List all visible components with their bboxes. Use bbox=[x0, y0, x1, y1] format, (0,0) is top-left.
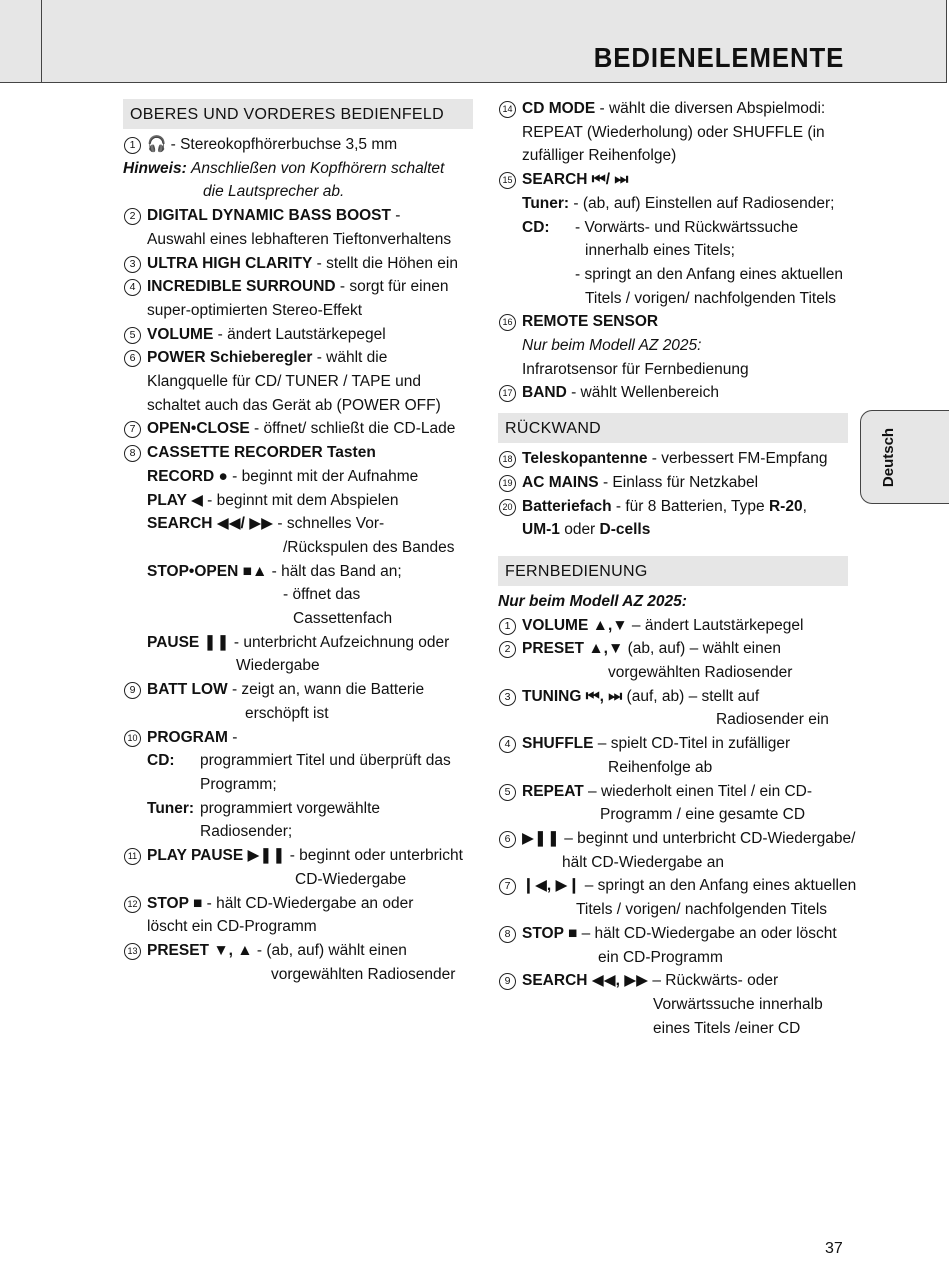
item-text: - Einlass für Netzkabel bbox=[598, 473, 759, 491]
item-text: – beginnt und unterbricht CD-Wiedergabe/ bbox=[559, 829, 856, 847]
list-item bbox=[498, 168, 848, 310]
item-text: - beginnt oder unterbricht bbox=[285, 847, 463, 865]
left-column bbox=[123, 99, 473, 986]
item-text: Programm / eine gesamte CD bbox=[600, 806, 806, 824]
item-title: DIGITAL DYNAMIC BASS BOOST bbox=[147, 207, 391, 225]
item-number: 9 bbox=[499, 973, 516, 990]
hint-text: Anschließen von Kopfhörern schaltet bbox=[191, 159, 445, 177]
item-number: 2 bbox=[499, 641, 516, 658]
list-item bbox=[123, 275, 473, 322]
item-title: PRESET ▼, ▲ bbox=[147, 941, 253, 959]
page-number: 37 bbox=[825, 1240, 843, 1257]
list-item bbox=[498, 780, 848, 827]
item-title: TUNING ⏮, ⏭ bbox=[522, 687, 623, 705]
sub-title: PAUSE ❚❚ bbox=[147, 633, 230, 651]
item-text: - wählt die diversen Abspielmodi: bbox=[595, 100, 826, 117]
item-number: 4 bbox=[499, 736, 516, 753]
item-number: 15 bbox=[499, 172, 516, 189]
item-title: Batteriefach bbox=[522, 497, 612, 515]
item-title: R-20 bbox=[768, 497, 803, 515]
sub-text: Titels / vorigen/ nachfolgenden Titels bbox=[585, 289, 837, 307]
item-number: 19 bbox=[499, 475, 516, 492]
item-number: 3 bbox=[499, 689, 516, 706]
sub-text: Wiedergabe bbox=[236, 657, 320, 675]
item-text: (ab, auf) – wählt einen bbox=[623, 640, 781, 658]
language-tab-label: Deutsch bbox=[880, 427, 898, 487]
page-title: BEDIENELEMENTE bbox=[593, 42, 844, 73]
item-title: D-cells bbox=[599, 521, 651, 539]
item-number: 14 bbox=[499, 101, 516, 118]
item-text: ein CD-Programm bbox=[598, 948, 723, 966]
item-title: REMOTE SENSOR bbox=[522, 313, 659, 331]
item-title: AC MAINS bbox=[522, 473, 599, 491]
item-text: Auswahl eines lebhafteren Tieftonverhaltens bbox=[147, 230, 452, 248]
item-text: löscht ein CD-Programm bbox=[147, 918, 317, 936]
sub-text: - unterbricht Aufzeichnung oder bbox=[229, 633, 450, 651]
item-text: – hält CD-Wiedergabe an oder löscht bbox=[577, 924, 837, 942]
sub-text: programmiert Titel und überprüft das bbox=[200, 752, 451, 770]
item-number: 8 bbox=[499, 926, 516, 943]
item-title: VOLUME ▲,▼ bbox=[522, 616, 628, 634]
sub-title: PLAY ◀ bbox=[147, 491, 203, 509]
section-title-top-front-panel: OBERES UND VORDERES BEDIENFELD bbox=[123, 99, 473, 129]
item-text: - bbox=[391, 207, 401, 225]
sub-text: - beginnt mit dem Abspielen bbox=[202, 491, 399, 509]
item-number: 8 bbox=[124, 445, 141, 462]
item-number: 17 bbox=[499, 385, 516, 402]
item-title: PRESET ▲,▼ bbox=[522, 640, 624, 658]
item-title: BAND bbox=[522, 384, 567, 402]
item-title: ▶❚❚ bbox=[522, 829, 560, 847]
item-text: – ändert Lautstärkepegel bbox=[627, 616, 804, 634]
item-number: 1 bbox=[499, 618, 516, 635]
item-text: (auf, ab) – stellt auf bbox=[622, 687, 760, 705]
item-text: – Rückwärts- oder bbox=[648, 972, 779, 990]
list-item bbox=[123, 204, 473, 251]
item-text: - für 8 Batterien, Type bbox=[611, 497, 769, 515]
language-tab bbox=[860, 410, 949, 504]
item-number: 11 bbox=[124, 848, 141, 865]
item-text: - sorgt für einen bbox=[335, 278, 449, 296]
list-item bbox=[123, 844, 473, 891]
sub-text: Cassettenfach bbox=[293, 610, 393, 628]
sub-text: /Rückspulen des Bandes bbox=[283, 538, 455, 556]
sub-text: - springt an den Anfang eines aktuellen bbox=[575, 265, 843, 283]
item-title: BATT LOW bbox=[147, 681, 228, 699]
item-text: - wählt Wellenbereich bbox=[566, 384, 719, 402]
item-number: 16 bbox=[499, 314, 516, 331]
item-number: 3 bbox=[124, 256, 141, 273]
sub-text: innerhalb eines Titels; bbox=[585, 242, 735, 260]
item-title: STOP ■ bbox=[147, 894, 203, 912]
list-item bbox=[498, 874, 857, 921]
item-title: SHUFFLE bbox=[522, 735, 594, 753]
item-number: 6 bbox=[124, 350, 141, 367]
item-text: REPEAT (Wiederholung) oder SHUFFLE (in bbox=[522, 123, 825, 141]
item-text: - bbox=[227, 728, 238, 746]
list-item bbox=[498, 447, 848, 471]
item-title: STOP ■ bbox=[522, 924, 578, 942]
item-number: 9 bbox=[124, 682, 141, 699]
list-item bbox=[123, 417, 473, 441]
item-text: - öffnet/ schließt die CD-Lade bbox=[249, 420, 456, 438]
sub-text: programmiert vorgewählte bbox=[200, 799, 381, 817]
list-item bbox=[123, 726, 473, 845]
sub-text: - beginnt mit der Aufnahme bbox=[227, 467, 419, 485]
list-item bbox=[498, 827, 856, 874]
item-text: eines Titels /einer CD bbox=[653, 1019, 801, 1037]
item-title: CASSETTE RECORDER Tasten bbox=[147, 444, 376, 462]
item-text: - wählt die bbox=[312, 349, 388, 367]
list-item bbox=[498, 97, 848, 168]
item-text: – springt an den Anfang eines aktuellen bbox=[580, 877, 857, 895]
sub-text: - (ab, auf) Einstellen auf Radiosender; bbox=[569, 194, 835, 212]
item-title: VOLUME bbox=[147, 325, 214, 343]
section-title-remote-control: FERNBEDIENUNG bbox=[498, 556, 848, 586]
list-item bbox=[498, 732, 848, 779]
item-text: - hält CD-Wiedergabe an oder bbox=[202, 894, 414, 912]
item-text: - verbessert FM-Empfang bbox=[647, 450, 828, 468]
list-item bbox=[123, 939, 473, 986]
item-title: CD MODE bbox=[522, 100, 596, 117]
item-title: INCREDIBLE SURROUND bbox=[147, 278, 336, 296]
list-item bbox=[123, 133, 473, 157]
item-text: – wiederholt einen Titel / ein CD- bbox=[583, 782, 813, 800]
hint-text: die Lautsprecher ab. bbox=[203, 183, 345, 201]
list-item bbox=[123, 252, 473, 276]
item-text: schaltet auch das Gerät ab (POWER OFF) bbox=[147, 396, 441, 414]
sub-text: - schnelles Vor- bbox=[273, 515, 385, 533]
list-item bbox=[123, 441, 473, 678]
list-item bbox=[498, 310, 848, 381]
item-text: hält CD-Wiedergabe an bbox=[562, 853, 724, 871]
item-text: - (ab, auf) wählt einen bbox=[252, 941, 407, 959]
list-item bbox=[123, 323, 473, 347]
list-item bbox=[123, 678, 473, 725]
sub-title: CD: bbox=[147, 752, 175, 770]
item-number: 1 bbox=[124, 137, 141, 154]
sub-text: Radiosender; bbox=[200, 823, 293, 841]
item-title: UM-1 bbox=[522, 521, 560, 539]
item-number: 5 bbox=[124, 327, 141, 344]
item-number: 13 bbox=[124, 943, 141, 960]
item-text: 🎧 - Stereokopfhörerbuchse 3,5 mm bbox=[147, 136, 398, 153]
item-text: - zeigt an, wann die Batterie bbox=[227, 681, 425, 699]
list-item bbox=[498, 922, 848, 969]
item-text: oder bbox=[559, 521, 600, 539]
item-number: 18 bbox=[499, 451, 516, 468]
item-text: zufälliger Reihenfolge) bbox=[522, 147, 677, 165]
item-title: ULTRA HIGH CLARITY bbox=[147, 254, 313, 272]
sub-title: SEARCH ◀◀/ ▶▶ bbox=[147, 515, 274, 533]
item-number: 7 bbox=[124, 421, 141, 438]
list-item bbox=[498, 637, 848, 684]
item-number: 5 bbox=[499, 784, 516, 801]
item-text: vorgewählten Radiosender bbox=[271, 965, 456, 983]
list-item bbox=[498, 495, 848, 542]
item-text: Vorwärtssuche innerhalb bbox=[653, 995, 823, 1013]
item-text: Reihenfolge ab bbox=[608, 758, 713, 776]
item-number: 20 bbox=[499, 499, 516, 516]
remote-note: Nur beim Modell AZ 2025: bbox=[498, 592, 687, 610]
item-title: ❙◀, ▶❙ bbox=[522, 877, 581, 895]
item-text: – spielt CD-Titel in zufälliger bbox=[593, 735, 791, 753]
section-title-rear-panel: RÜCKWAND bbox=[498, 413, 848, 443]
sub-text: - hält das Band an; bbox=[267, 562, 402, 580]
list-item bbox=[498, 969, 848, 1040]
sub-title: CD: bbox=[522, 218, 550, 236]
hint bbox=[123, 157, 473, 204]
item-number: 12 bbox=[124, 896, 141, 913]
item-title: OPEN•CLOSE bbox=[147, 420, 250, 438]
item-title: Teleskopantenne bbox=[522, 450, 648, 468]
item-text: Radiosender ein bbox=[716, 711, 829, 729]
list-item bbox=[498, 614, 848, 638]
item-text: CD-Wiedergabe bbox=[295, 870, 407, 888]
item-title: POWER Schieberegler bbox=[147, 349, 313, 367]
item-text: vorgewählten Radiosender bbox=[608, 664, 793, 682]
item-note: Nur beim Modell AZ 2025: bbox=[522, 337, 702, 355]
item-number: 6 bbox=[499, 831, 516, 848]
item-text: - ändert Lautstärkepegel bbox=[213, 325, 386, 343]
hint-label: Hinweis: bbox=[123, 159, 187, 177]
sub-text: Programm; bbox=[200, 775, 277, 793]
sub-title: RECORD ● bbox=[147, 467, 228, 485]
item-number: 2 bbox=[124, 208, 141, 225]
item-title: REPEAT bbox=[522, 782, 584, 800]
item-number: 7 bbox=[499, 878, 516, 895]
list-item bbox=[498, 381, 848, 405]
item-title: SEARCH ⏮/ ⏭ bbox=[522, 171, 629, 189]
item-number: 10 bbox=[124, 730, 141, 747]
item-title: PLAY PAUSE ▶❚❚ bbox=[147, 847, 286, 865]
item-number: 4 bbox=[124, 279, 141, 296]
item-text: Titels / vorigen/ nachfolgenden Titels bbox=[576, 901, 828, 919]
item-text: Infrarotsensor für Fernbedienung bbox=[522, 360, 749, 378]
item-text: super-optimierten Stereo-Effekt bbox=[147, 301, 363, 319]
item-title: PROGRAM bbox=[147, 728, 228, 746]
sub-title: STOP•OPEN ■▲ bbox=[147, 562, 268, 580]
item-text: Klangquelle für CD/ TUNER / TAPE und bbox=[147, 373, 421, 391]
sub-title: Tuner: bbox=[147, 799, 195, 817]
right-column bbox=[498, 97, 857, 1040]
item-text: , bbox=[802, 497, 807, 515]
item-text: - stellt die Höhen ein bbox=[312, 254, 458, 272]
item-text: erschöpft ist bbox=[245, 704, 329, 722]
sub-text: - öffnet das bbox=[283, 586, 361, 604]
header-divider bbox=[41, 0, 42, 82]
list-item bbox=[123, 346, 473, 417]
item-title: SEARCH ◀◀, ▶▶ bbox=[522, 972, 649, 990]
sub-title: Tuner: bbox=[522, 194, 570, 212]
list-item bbox=[498, 471, 848, 495]
sub-text: - Vorwärts- und Rückwärtssuche bbox=[575, 218, 799, 236]
list-item bbox=[498, 685, 848, 732]
list-item bbox=[123, 892, 473, 939]
